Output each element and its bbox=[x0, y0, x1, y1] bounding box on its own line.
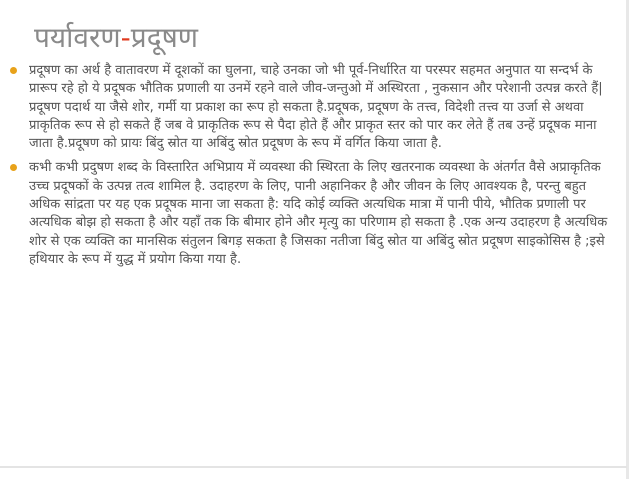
bottom-divider bbox=[0, 466, 627, 468]
title-dash: - bbox=[120, 21, 131, 54]
right-divider bbox=[626, 0, 629, 479]
bullet-item-definition bbox=[10, 62, 616, 153]
bullet-text: कभी कभी प्रदुषण शब्द के विस्तारित अभिप्राय में व्यवस्था की स्थिरता के लिए खतरनाक व्यवस्था के अंतर्गत वैसे अप्राकृतिक उच्च प्रदूषकों के उत्पन्न तत्व शामिल है. उदाहरण के लिए, पानी अहानिकर है और जीवन के लिए आवश्यक है, परन्तु बहुत अधिक सांद्रता पर यह एक प्रदूषक माना जा सकता है: यदि कोई व्यक्ति अत्यधिक मात्रा में पानी पीये, भौतिक प्रणाली पर अत्यधिक बोझ हो सकता है और यहाँ तक कि बीमार होने और मृत्यु का परिणाम हो सकता है .एक अन्य उदाहरण है अत्यधिक शोर से एक व्यक्ति का मानसिक संतुलन बिगड़ सकता है जिसका नतीजा बिंदु स्रोत या अबिंदु स्रोत प्रदूषण साइकोसिस है ;इसे हथियार के रूप में युद्ध में प्रयोग किया गया है. bbox=[29, 160, 608, 267]
slide-title bbox=[34, 18, 198, 58]
title-part-pollution: प्रदूषण bbox=[130, 21, 199, 54]
bullet-text: प्रदूषण का अर्थ है वातावरण में दूशकों का घुलना, चाहे उनका जो भी पूर्व-निर्धारित या परस्पर सहमत अनुपात या सन्दर्भ के प्रारूप रहे हो ये प्रदूषक भौतिक प्रणाली या उनमें रहने वाले जीव-जन्तुओ में अस्थिरता , नुकसान और परेशानी उत्पन्न करते हैं| प्रदूषण पदार्थ या जैसे शोर, गर्मी या प्रकाश का रूप हो सकता है.प्रदूषक, प्रदूषण के तत्त्व, विदेशी तत्त्व या उर्जा से अथवा प्राकृतिक रूप से हो सकते हैं जब वे प्राकृतिक रूप से पैदा होते हैं और प्राकृत स्तर को पार कर लेते हैं तब उन्हें प्रदूषक माना जाता है.प्रदूषण को प्रायः बिंदु स्रोत या अबिंदु स्रोत प्रदूषण के रूप में वर्गित किया जाता है. bbox=[29, 63, 603, 152]
bullet-dot-icon bbox=[10, 67, 17, 74]
bullet-dot-icon bbox=[10, 164, 17, 171]
title-part-environment: पर्यावरण bbox=[34, 21, 121, 54]
bullet-item-extended-meaning bbox=[10, 159, 616, 269]
bullet-list bbox=[10, 62, 616, 275]
